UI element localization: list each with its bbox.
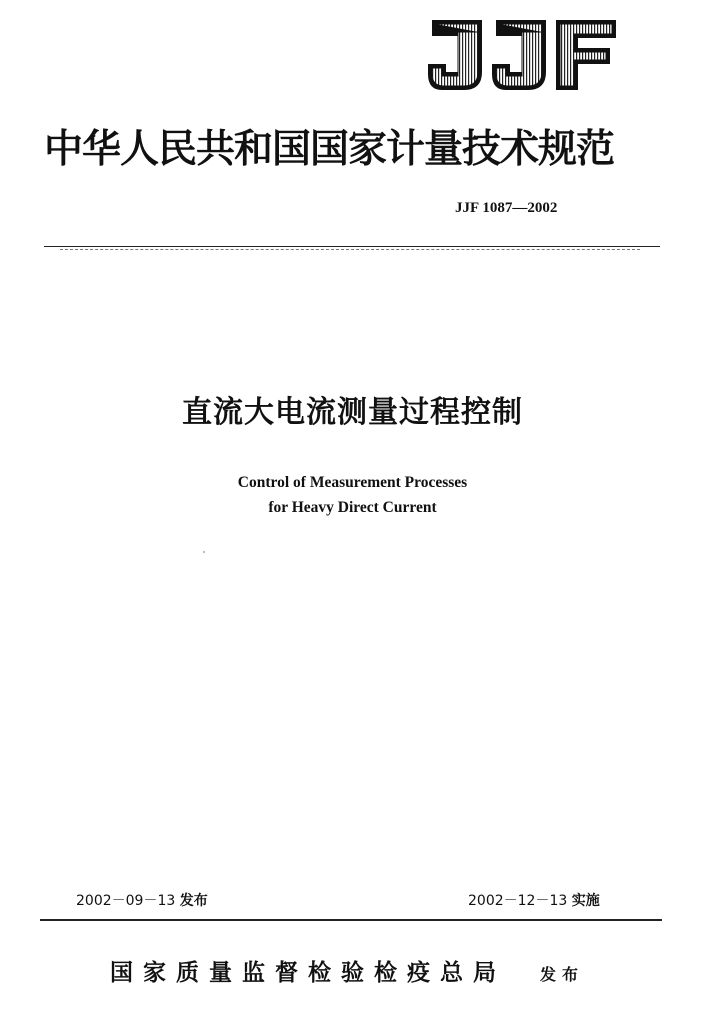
issue-label: 发布	[179, 893, 208, 909]
document-title-english-line2: for Heavy Direct Current	[268, 499, 437, 516]
series-title: 中华人民共和国国家计量技术规范	[44, 126, 615, 172]
implement-date: 2002－12－13	[468, 893, 568, 909]
document-title-chinese: 直流大电流测量过程控制	[182, 395, 523, 430]
header-divider-secondary	[60, 249, 640, 250]
issue-date: 2002－09－13	[76, 893, 176, 909]
publish-label: 发布	[540, 965, 585, 984]
publisher-name: 国家质量监督检验检疫总局	[110, 959, 506, 986]
jjf-logo-icon	[420, 12, 620, 96]
document-title-english-line1: Control of Measurement Processes	[237, 474, 468, 491]
header-divider	[44, 246, 660, 247]
implement-label: 实施	[571, 893, 600, 909]
footer-divider	[40, 919, 662, 921]
implement-date-block	[468, 890, 600, 910]
scan-speck	[203, 551, 205, 553]
standard-code: JJF 1087—2002	[455, 200, 558, 216]
issue-date-block	[76, 890, 208, 910]
